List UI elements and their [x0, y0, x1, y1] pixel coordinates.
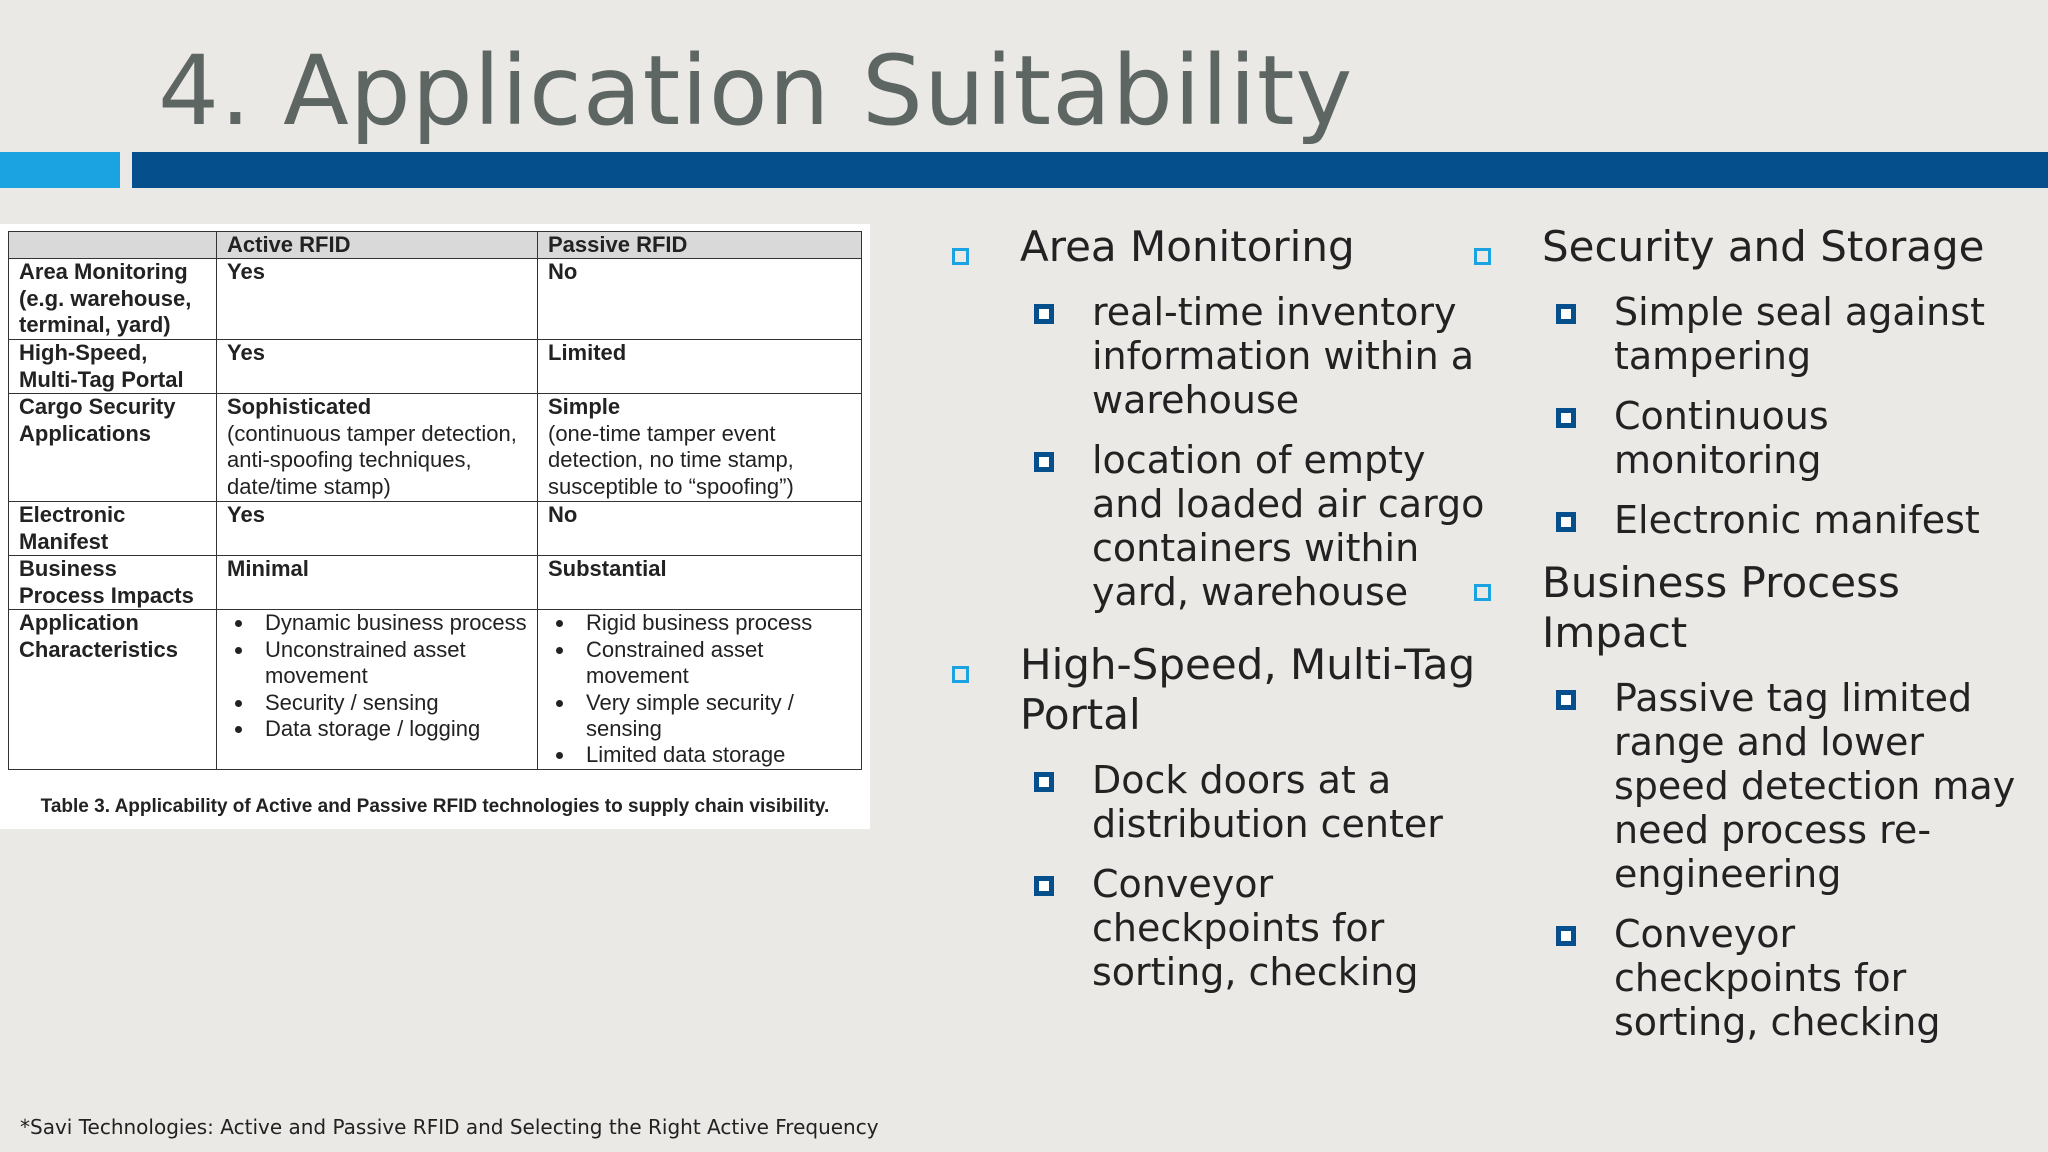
sub-bullet-text: real-time inventory information within a warehouse: [1092, 290, 1475, 422]
hollow-square-bullet-icon: [1474, 248, 1491, 265]
sub-bullet-text: Conveyor checkpoints for sorting, checking: [1614, 912, 1941, 1044]
cell-passive-head: Simple: [548, 394, 621, 420]
square-bullet-icon: [1034, 772, 1054, 792]
cell-active-detail: (continuous tamper detection, anti-spoofing techniques, date/time stamp): [227, 420, 517, 499]
row-label: Area Monitoring (e.g. warehouse, terminal, yard): [9, 259, 217, 340]
sub-bullet: [1472, 912, 2032, 1044]
bullet-security-storage: [1472, 222, 2032, 272]
square-bullet-icon: [1556, 690, 1576, 710]
sub-bullet: [950, 862, 1490, 994]
square-bullet-icon: [1034, 876, 1054, 896]
sub-bullet: [950, 438, 1490, 614]
hollow-square-bullet-icon: [952, 248, 969, 265]
hollow-square-bullet-icon: [952, 666, 969, 683]
active-characteristics-list: [227, 610, 527, 742]
cell-passive: Limited: [538, 340, 862, 394]
table-row: [9, 502, 862, 556]
bullet-business-process: [1472, 558, 2032, 658]
list-item: • Security / sensing: [255, 690, 527, 716]
bullet-label: Security and Storage: [1542, 222, 1985, 271]
cell-passive: Substantial: [538, 556, 862, 610]
list-item: • Constrained asset movement: [576, 637, 851, 690]
sub-bullet-text: Dock doors at a distribution center: [1092, 758, 1443, 846]
square-bullet-icon: [1034, 452, 1054, 472]
sub-bullet: [950, 758, 1490, 846]
list-item: • Very simple security / sensing: [576, 690, 851, 743]
cell-active: [217, 610, 538, 770]
table-caption: Table 3. Applicability of Active and Passive RFID technologies to supply chain visibility.: [40, 796, 830, 817]
bullets-left-column: [950, 222, 1490, 1010]
list-item: • Data storage / logging: [255, 716, 527, 742]
cell-passive: No: [538, 259, 862, 340]
sub-bullet-text: Passive tag limited range and lower speed detection may need process re-engineering: [1614, 676, 2016, 896]
cell-active: [217, 394, 538, 502]
cell-active: Minimal: [217, 556, 538, 610]
sub-bullet-text: Conveyor checkpoints for sorting, checking: [1092, 862, 1419, 994]
list-item: • Rigid business process: [576, 610, 851, 636]
bullet-label: Business Process Impact: [1542, 558, 1900, 657]
sub-bullet: [1472, 676, 2032, 896]
row-label: Business Process Impacts: [9, 556, 217, 610]
header-passive-rfid: Passive RFID: [538, 232, 862, 259]
rfid-comparison-table: [8, 231, 862, 770]
cell-passive-detail: (one-time tamper event detection, no time stamp, susceptible to “spoofing”): [548, 420, 794, 499]
sub-bullet-text: Simple seal against tampering: [1614, 290, 1985, 378]
accent-bar-light: [0, 152, 120, 188]
list-item: • Dynamic business process: [255, 610, 527, 636]
bullet-high-speed-portal: [950, 640, 1490, 740]
cell-passive: [538, 394, 862, 502]
row-label: High-Speed, Multi-Tag Portal: [9, 340, 217, 394]
row-label: Cargo Security Applications: [9, 394, 217, 502]
cell-passive: No: [538, 502, 862, 556]
table-row: [9, 556, 862, 610]
sub-bullet-text: location of empty and loaded air cargo containers within yard, warehouse: [1092, 438, 1485, 614]
table-header-row: [9, 232, 862, 259]
row-label: Application Characteristics: [9, 610, 217, 770]
slide-title: 4. Application Suitability: [158, 35, 1354, 147]
sub-bullet-text: Electronic manifest: [1614, 498, 1980, 542]
sub-bullet: [1472, 290, 2032, 378]
cell-active: Yes: [217, 502, 538, 556]
bullet-label: High-Speed, Multi-Tag Portal: [1020, 640, 1476, 739]
sub-bullet: [1472, 394, 2032, 482]
sub-bullet-text: Continuous monitoring: [1614, 394, 1829, 482]
square-bullet-icon: [1556, 304, 1576, 324]
cell-active: Yes: [217, 340, 538, 394]
cell-passive: [538, 610, 862, 770]
square-bullet-icon: [1556, 926, 1576, 946]
bullets-right-column: [1472, 222, 2032, 1060]
sub-bullet: [950, 290, 1490, 422]
square-bullet-icon: [1556, 512, 1576, 532]
table-row: [9, 340, 862, 394]
bullet-area-monitoring: [950, 222, 1490, 272]
header-empty: [9, 232, 217, 259]
table-row: [9, 259, 862, 340]
sub-bullet: [1472, 498, 2032, 542]
cell-active: Yes: [217, 259, 538, 340]
list-item: • Limited data storage: [576, 742, 851, 768]
row-label: Electronic Manifest: [9, 502, 217, 556]
hollow-square-bullet-icon: [1474, 584, 1491, 601]
bullet-label: Area Monitoring: [1020, 222, 1355, 271]
accent-bar-dark: [132, 152, 2048, 188]
header-active-rfid: Active RFID: [217, 232, 538, 259]
list-item: • Unconstrained asset movement: [255, 637, 527, 690]
cell-active-head: Sophisticated: [227, 394, 372, 420]
passive-characteristics-list: [548, 610, 851, 768]
table-panel: [0, 224, 870, 829]
source-footnote: *Savi Technologies: Active and Passive RFID and Selecting the Right Active Frequency: [20, 1115, 879, 1139]
table-row: [9, 394, 862, 502]
square-bullet-icon: [1556, 408, 1576, 428]
table-row: [9, 610, 862, 770]
square-bullet-icon: [1034, 304, 1054, 324]
